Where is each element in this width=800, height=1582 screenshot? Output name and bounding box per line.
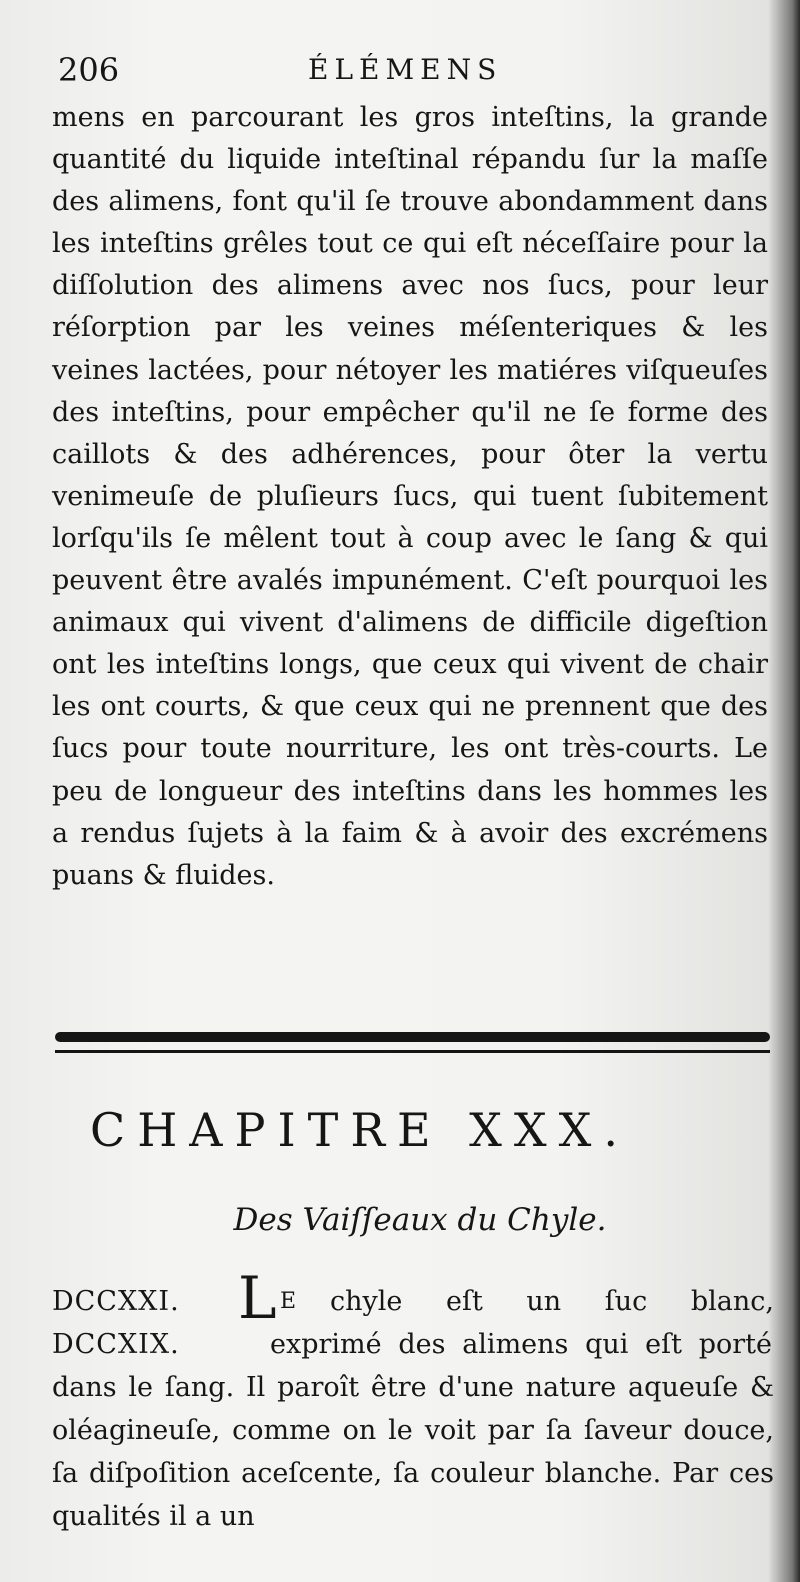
chapter-subtitle: Des Vaiſſeaux du Chyle.: [233, 1202, 607, 1238]
section-first-line: chyle eſt un ſuc blanc,: [330, 1286, 774, 1317]
drop-initial: L: [238, 1264, 277, 1332]
small-caps-letter: E: [280, 1289, 299, 1314]
section-number: DCCXXI.: [52, 1286, 180, 1317]
page-number: 206: [58, 51, 120, 89]
section-second-line: exprimé des alimens qui eſt porté: [270, 1329, 772, 1360]
cross-reference-number: DCCXIX.: [52, 1329, 180, 1360]
running-head: ÉLÉMENS: [308, 53, 503, 86]
body-paragraph: mens en parcourant les gros inteſtins, la grande quantité du liquide inteſtinal répandu ſur la maſſe des alimens, font qu'il ſe trouve abondamment dans les inteſtins grêles tout ce qui eſt néceſſaire pour la diſſolution des alimens avec nos ſucs, pour leur réſorption par les veines méſenteriques & les veines lactées, pour nétoyer les matiéres viſqueuſes des inteſtins, pour empêcher qu'il ne ſe forme des caillots & des adhérences, pour ôter la vertu venimeuſe de pluſieurs ſucs, qui tuent ſubitement lorſqu'ils ſe mêlent tout à coup avec le ſang & qui peuvent être avalés impunément. C'eſt pourquoi les animaux qui vivent d'alimens de difficile digeſtion ont les inteſtins longs, que ceux qui vivent de chair les ont courts, & que ceux qui ne prennent que des ſucs pour toute nourriture, les ont très-courts. Le peu de longueur des inteſtins dans les hommes les a rendus ſujets à la faim & à avoir des excrémens puans & fluides.: [52, 102, 768, 891]
thick-divider-rule: [55, 1032, 770, 1042]
chapter-title: CHAPITRE XXX.: [90, 1103, 631, 1157]
thin-divider-rule: [55, 1050, 770, 1053]
page-header: [58, 48, 758, 96]
section-numbers: [52, 1280, 252, 1366]
section-body-text: dans le ſang. Il paroît être d'une nature aqueuſe & oléagineuſe, comme on le voit par ſa ſaveur douce, ſa diſpoſition aceſcente, ſa couleur blanche. Par ces qualités il a un: [52, 1372, 774, 1532]
